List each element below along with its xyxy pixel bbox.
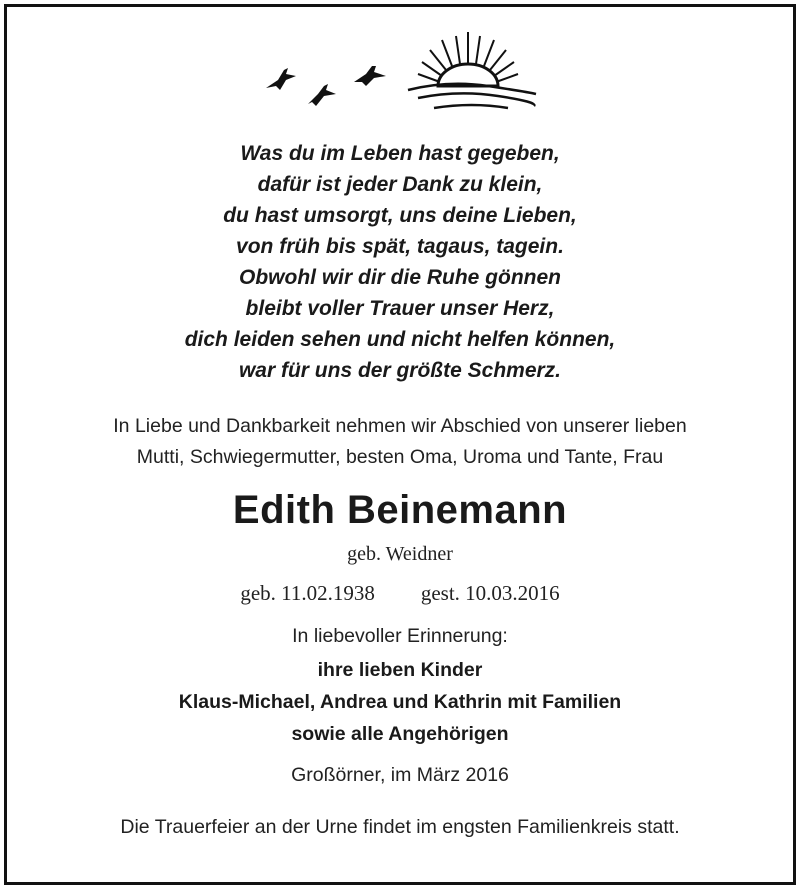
flying-birds: [266, 66, 386, 106]
sun: [438, 64, 498, 86]
birds-and-sunset-icon: [258, 24, 538, 120]
life-dates: [0, 578, 800, 608]
poem-line: du hast umsorgt, uns deine Lieben,: [223, 204, 577, 227]
poem-line: dafür ist jeder Dank zu klein,: [257, 173, 543, 196]
poem-line: Was du im Leben hast gegeben,: [240, 142, 560, 165]
funeral-notice: Die Trauerfeier an der Urne findet im engsten Familienkreis statt.: [120, 816, 680, 838]
mourner-line: sowie alle Angehörigen: [291, 723, 509, 745]
intro-line: Mutti, Schwiegermutter, besten Oma, Uroma und Tante, Frau: [136, 446, 664, 468]
birth-date: geb. 11.02.1938: [240, 581, 375, 605]
poem-line: Obwohl wir dir die Ruhe gönnen: [239, 266, 561, 289]
mourner-line: Klaus-Michael, Andrea und Kathrin mit Familien: [178, 691, 622, 713]
poem-line: war für uns der größte Schmerz.: [238, 359, 562, 382]
mourner-line: ihre lieben Kinder: [317, 659, 483, 681]
poem-line: von früh bis spät, tagaus, tagein.: [236, 235, 564, 258]
poem: [0, 138, 800, 386]
intro-line: In Liebe und Dankbarkeit nehmen wir Abschied von unserer lieben: [113, 415, 687, 437]
farewell-intro: [0, 411, 800, 473]
birth-name: geb. Weidner: [347, 543, 453, 565]
death-date: gest. 10.03.2016: [420, 581, 560, 605]
poem-line: dich leiden sehen und nicht helfen können,: [184, 328, 616, 351]
memory-intro: In liebevoller Erinnerung:: [292, 625, 508, 647]
deceased-name: Edith Beinemann: [232, 488, 568, 532]
mourners-list: [0, 654, 800, 750]
poem-line: bleibt voller Trauer unser Herz,: [245, 297, 555, 320]
place-date: Großörner, im März 2016: [291, 764, 509, 786]
